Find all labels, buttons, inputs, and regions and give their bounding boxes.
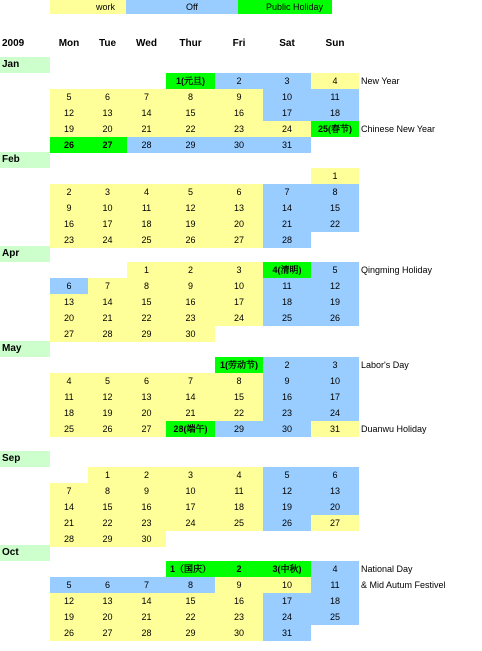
weekday-header: Wed: [136, 38, 157, 49]
day-cell: 14: [166, 389, 215, 405]
month-label: Sep: [2, 453, 21, 464]
day-cell: 28(端午): [166, 421, 215, 437]
legend-label-off: Off: [186, 2, 198, 12]
day-cell: 5: [166, 184, 215, 200]
day-cell: 3: [263, 73, 311, 89]
day-cell: 24: [263, 609, 311, 625]
day-cell: 17: [88, 216, 127, 232]
day-cell: 18: [263, 294, 311, 310]
day-cell: 24: [88, 232, 127, 248]
day-cell: 4: [127, 184, 166, 200]
day-cell: 9: [215, 89, 263, 105]
day-cell: 24: [311, 405, 359, 421]
day-cell: 18: [311, 105, 359, 121]
weekday-header: Sun: [325, 38, 345, 49]
day-cell: 8: [166, 89, 215, 105]
day-cell: 1: [311, 168, 359, 184]
day-cell: 13: [88, 105, 127, 121]
month-label: Feb: [2, 154, 20, 165]
month-label: Oct: [2, 547, 19, 558]
day-cell: 15: [215, 389, 263, 405]
day-cell: 23: [127, 515, 166, 531]
day-cell: 27: [311, 515, 359, 531]
day-cell: 6: [311, 467, 359, 483]
day-cell: 2: [215, 561, 263, 577]
weekday-header: Sat: [279, 38, 295, 49]
day-cell: 27: [88, 625, 127, 641]
day-cell: 3: [166, 467, 215, 483]
day-cell: 29: [166, 625, 215, 641]
day-cell: 26: [311, 310, 359, 326]
day-cell: 10: [311, 373, 359, 389]
day-cell: 9: [263, 373, 311, 389]
holiday-note: National Day: [361, 564, 413, 574]
day-cell: 13: [127, 389, 166, 405]
weekday-header: Thur: [179, 38, 202, 49]
day-cell: 4(清明): [263, 262, 311, 278]
day-cell: 19: [50, 609, 88, 625]
day-cell: 30: [215, 625, 263, 641]
day-cell: 25(春节): [311, 121, 359, 137]
day-cell: 30: [127, 531, 166, 547]
day-cell: 26: [50, 137, 88, 153]
day-cell: 19: [311, 294, 359, 310]
day-cell: 25: [127, 232, 166, 248]
day-cell: 6: [215, 184, 263, 200]
day-cell: 29: [127, 326, 166, 342]
day-cell: 18: [50, 405, 88, 421]
day-cell: 21: [166, 405, 215, 421]
day-cell: 30: [263, 421, 311, 437]
day-cell: 9: [215, 577, 263, 593]
day-cell: 17: [166, 499, 215, 515]
day-cell: 16: [166, 294, 215, 310]
day-cell: 11: [215, 483, 263, 499]
day-cell: 7: [50, 483, 88, 499]
day-cell: 5: [50, 577, 88, 593]
day-cell: 2: [166, 262, 215, 278]
day-cell: 15: [311, 200, 359, 216]
day-cell: 28: [127, 625, 166, 641]
day-cell: 3(中秋): [263, 561, 311, 577]
holiday-note: Chinese New Year: [361, 124, 436, 134]
day-cell: 18: [215, 499, 263, 515]
day-cell: 12: [311, 278, 359, 294]
day-cell: 1(元旦): [166, 73, 215, 89]
day-cell: 9: [166, 278, 215, 294]
day-cell: 2: [127, 467, 166, 483]
day-cell: 28: [88, 326, 127, 342]
day-cell: 16: [127, 499, 166, 515]
legend-swatch-off: [126, 0, 238, 14]
day-cell: 5: [311, 262, 359, 278]
day-cell: 19: [263, 499, 311, 515]
day-cell: 31: [263, 625, 311, 641]
holiday-note: New Year: [361, 76, 400, 86]
day-cell: 25: [263, 310, 311, 326]
day-cell: 26: [263, 515, 311, 531]
weekday-header: Fri: [232, 38, 246, 49]
day-cell: 15: [166, 105, 215, 121]
day-cell: 25: [50, 421, 88, 437]
day-cell: 23: [50, 232, 88, 248]
day-cell: 22: [127, 310, 166, 326]
day-cell: 1（国庆）: [166, 561, 215, 577]
day-cell: 5: [50, 89, 88, 105]
day-cell: 8: [215, 373, 263, 389]
day-cell: 4: [50, 373, 88, 389]
day-cell: 30: [166, 326, 215, 342]
day-cell: 5: [88, 373, 127, 389]
day-cell: 22: [88, 515, 127, 531]
day-cell: 8: [88, 483, 127, 499]
day-cell: 1: [127, 262, 166, 278]
day-cell: 8: [311, 184, 359, 200]
day-cell: 28: [263, 232, 311, 248]
day-cell: 18: [127, 216, 166, 232]
day-cell: 14: [127, 593, 166, 609]
day-cell: 31: [311, 421, 359, 437]
day-cell: 14: [127, 105, 166, 121]
day-cell: 20: [88, 121, 127, 137]
day-cell: 1(劳动节): [215, 357, 263, 373]
day-cell: 25: [215, 515, 263, 531]
weekday-header: Tue: [98, 38, 117, 49]
day-cell: 22: [166, 609, 215, 625]
day-cell: 13: [215, 200, 263, 216]
day-cell: 12: [50, 593, 88, 609]
day-cell: 29: [215, 421, 263, 437]
day-cell: 8: [127, 278, 166, 294]
day-cell: 26: [166, 232, 215, 248]
day-cell: 20: [127, 405, 166, 421]
day-cell: 4: [311, 561, 359, 577]
day-cell: 7: [127, 577, 166, 593]
day-cell: 16: [215, 105, 263, 121]
day-cell: 6: [50, 278, 88, 294]
day-cell: 30: [215, 137, 263, 153]
day-cell: 24: [215, 310, 263, 326]
day-cell: 9: [127, 483, 166, 499]
day-cell: 9: [50, 200, 88, 216]
holiday-note: Labor's Day: [361, 360, 409, 370]
month-label: May: [2, 343, 22, 354]
day-cell: 20: [311, 499, 359, 515]
day-cell: 7: [127, 89, 166, 105]
day-cell: 31: [263, 137, 311, 153]
year-label: 2009: [2, 38, 25, 49]
day-cell: 19: [166, 216, 215, 232]
day-cell: 4: [215, 467, 263, 483]
day-cell: 29: [166, 137, 215, 153]
day-cell: 11: [50, 389, 88, 405]
day-cell: 4: [311, 73, 359, 89]
day-cell: 23: [166, 310, 215, 326]
day-cell: 23: [215, 121, 263, 137]
day-cell: 12: [166, 200, 215, 216]
day-cell: 11: [263, 278, 311, 294]
day-cell: 16: [263, 389, 311, 405]
day-cell: 15: [127, 294, 166, 310]
day-cell: 23: [263, 405, 311, 421]
day-cell: 1: [88, 467, 127, 483]
month-label: Apr: [2, 248, 20, 259]
day-cell: 2: [263, 357, 311, 373]
legend-label-work: work: [96, 2, 116, 12]
day-cell: 3: [311, 357, 359, 373]
day-cell: 6: [88, 89, 127, 105]
day-cell: 13: [311, 483, 359, 499]
day-cell: 15: [88, 499, 127, 515]
day-cell: 15: [166, 593, 215, 609]
day-cell: 8: [166, 577, 215, 593]
day-cell: 7: [88, 278, 127, 294]
day-cell: 13: [50, 294, 88, 310]
day-cell: 17: [311, 389, 359, 405]
holiday-note: Duanwu Holiday: [361, 424, 427, 434]
day-cell: 12: [50, 105, 88, 121]
day-cell: 10: [215, 278, 263, 294]
day-cell: 10: [166, 483, 215, 499]
day-cell: 20: [50, 310, 88, 326]
day-cell: 17: [263, 593, 311, 609]
day-cell: 3: [215, 262, 263, 278]
day-cell: 2: [215, 73, 263, 89]
day-cell: 11: [311, 89, 359, 105]
day-cell: 28: [50, 531, 88, 547]
day-cell: 19: [50, 121, 88, 137]
day-cell: 22: [215, 405, 263, 421]
day-cell: 16: [215, 593, 263, 609]
day-cell: 27: [50, 326, 88, 342]
day-cell: 21: [50, 515, 88, 531]
day-cell: 7: [166, 373, 215, 389]
day-cell: 5: [263, 467, 311, 483]
day-cell: 21: [127, 121, 166, 137]
holiday-note: & Mid Autum Festivel: [361, 580, 446, 590]
day-cell: 16: [50, 216, 88, 232]
day-cell: 14: [50, 499, 88, 515]
day-cell: 26: [88, 421, 127, 437]
day-cell: 10: [263, 577, 311, 593]
day-cell: 19: [88, 405, 127, 421]
day-cell: 12: [263, 483, 311, 499]
day-cell: 28: [127, 137, 166, 153]
day-cell: 18: [311, 593, 359, 609]
day-cell: 11: [311, 577, 359, 593]
day-cell: 27: [127, 421, 166, 437]
day-cell: 11: [127, 200, 166, 216]
day-cell: 24: [263, 121, 311, 137]
day-cell: 21: [263, 216, 311, 232]
holiday-note: Qingming Holiday: [361, 265, 433, 275]
day-cell: 14: [263, 200, 311, 216]
day-cell: 22: [311, 216, 359, 232]
day-cell: 10: [88, 200, 127, 216]
day-cell: 2: [50, 184, 88, 200]
day-cell: 10: [263, 89, 311, 105]
day-cell: 20: [215, 216, 263, 232]
day-cell: 20: [88, 609, 127, 625]
day-cell: 21: [127, 609, 166, 625]
day-cell: 3: [88, 184, 127, 200]
day-cell: 14: [88, 294, 127, 310]
day-cell: 27: [215, 232, 263, 248]
day-cell: 6: [88, 577, 127, 593]
day-cell: 24: [166, 515, 215, 531]
day-cell: 22: [166, 121, 215, 137]
day-cell: 21: [88, 310, 127, 326]
month-label: Jan: [2, 59, 20, 70]
weekday-header: Mon: [58, 38, 80, 49]
day-cell: 13: [88, 593, 127, 609]
day-cell: 23: [215, 609, 263, 625]
day-cell: 26: [50, 625, 88, 641]
day-cell: 17: [215, 294, 263, 310]
day-cell: 12: [88, 389, 127, 405]
day-cell: 25: [311, 609, 359, 625]
day-cell: 29: [88, 531, 127, 547]
day-cell: 17: [263, 105, 311, 121]
day-cell: 7: [263, 184, 311, 200]
day-cell: 6: [127, 373, 166, 389]
day-cell: 27: [88, 137, 127, 153]
legend-label-holiday: Public Holiday: [266, 2, 324, 12]
